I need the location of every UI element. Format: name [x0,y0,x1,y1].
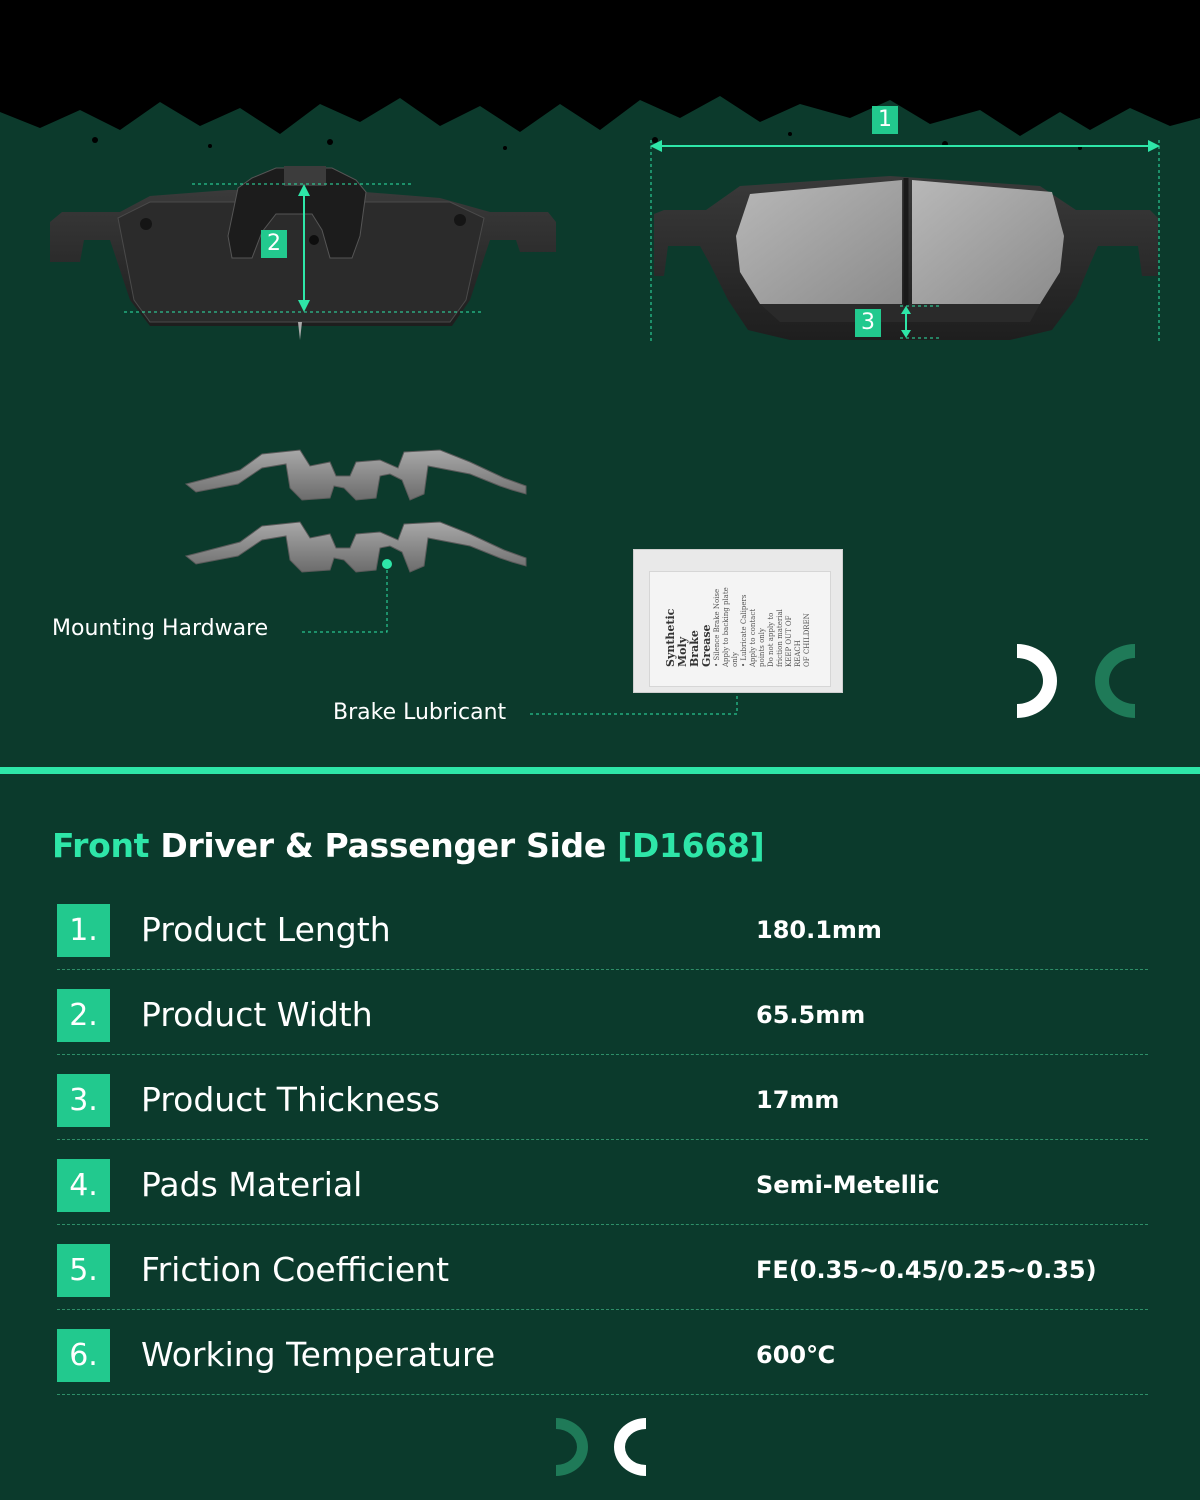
heading-accent: Front [52,826,150,865]
spec-number: 4. [57,1159,110,1212]
heading-code: [D1668] [617,826,765,865]
brake-lubricant-label: Brake Lubricant [333,700,507,725]
packet-line-2: Apply to backing plate only [722,587,739,667]
spec-label: Friction Coefficient [141,1250,450,1289]
dimension-tag-2: 2 [261,230,287,258]
dimension-tag-3: 3 [855,309,881,337]
packet-line-6: KEEP OUT OF REACH [785,615,802,667]
spec-label: Product Length [141,910,391,949]
packet-title-1: Synthetic Moly [664,608,689,667]
spec-label: Product Width [141,995,373,1034]
spec-number: 5. [57,1244,110,1297]
spec-label: Pads Material [141,1165,363,1204]
dimension-tag-1: 1 [872,106,898,134]
heading-main: Driver & Passenger Side [149,826,618,865]
spec-number: 3. [57,1074,110,1127]
packet-line-5: Do not apply to friction material [767,609,784,667]
spec-label: Working Temperature [141,1335,496,1374]
spec-value: 600℃ [756,1341,836,1369]
packet-line-7: OF CHILDREN [803,613,811,667]
spec-number: 1. [57,904,110,957]
packet-line-3: • Lubricate Calipers [740,594,748,667]
spec-value: FE(0.35~0.45/0.25~0.35) [756,1256,1097,1284]
mounting-hardware-label: Mounting Hardware [52,616,269,641]
spec-number: 6. [57,1329,110,1382]
spec-value: Semi-Metellic [756,1171,940,1199]
spec-label: Product Thickness [141,1080,440,1119]
spec-number: 2. [57,989,110,1042]
spec-value: 17mm [756,1086,840,1114]
packet-line-1: • Silence Brake Noise [713,588,721,667]
packet-line-4: Apply to contact points only [749,608,766,667]
spec-value: 65.5mm [756,1001,866,1029]
spec-value: 180.1mm [756,916,882,944]
packet-title-2: Brake Grease [688,624,713,667]
